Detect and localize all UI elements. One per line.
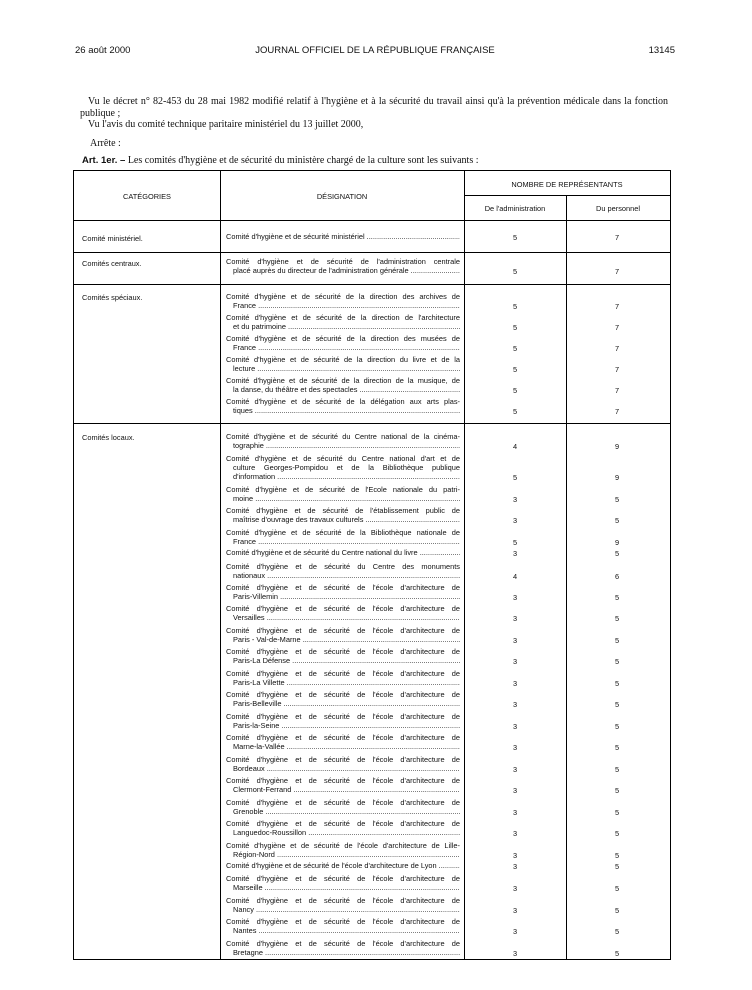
designation-entry [226,733,460,751]
article-1 [82,155,668,166]
designation-line: Comité d'hygiène et de sécurité du Centre national du livre ..... [226,548,460,557]
designation-continuation: Versailles ..... [226,613,460,622]
count-personnel: 5 [614,808,620,817]
header-categories: CATÉGORIES [123,192,171,201]
designation-entry [226,232,460,241]
header-nombre: NOMBRE DE REPRÉSENTANTS [511,180,623,189]
designation-line: Comité d'hygiène et de sécurité de la direction de l'architecture [226,313,460,322]
designation-line: Comité d'hygiène et de sécurité de l'école d'architecture de [226,604,460,613]
designation-continuation: la danse, du théâtre et des spectacles ..... [226,385,460,394]
designation-entry [226,690,460,708]
count-personnel: 5 [614,657,620,666]
designation-entry [226,397,460,415]
designation-entry [226,917,460,935]
count-personnel: 5 [614,614,620,623]
designation-line: Comité d'hygiène et de sécurité de l'école d'architecture de [226,626,460,635]
committees-table [73,170,671,960]
count-personnel: 5 [614,765,620,774]
count-administration: 3 [512,927,518,936]
designation-continuation: France ..... [226,301,460,310]
designation-entry [226,376,460,394]
count-personnel: 5 [614,549,620,558]
count-personnel: 9 [614,473,620,482]
count-administration: 3 [512,786,518,795]
designation-line: Comité d'hygiène et de sécurité de la direction du livre et de la [226,355,460,364]
article-label: Art. 1er. – [82,155,126,166]
designation-line: Comité d'hygiène et de sécurité du Centre national d'art et de [226,454,460,463]
designation-entry [226,647,460,665]
category-locaux: Comités locaux. [82,433,135,442]
page-header [75,45,675,59]
designation-continuation: Marne-la-Vallée ..... [226,742,460,751]
article-text: Les comités d'hygiène et de sécurité du ministère chargé de la culture sont les suivants : [127,155,479,166]
count-personnel: 5 [614,786,620,795]
count-personnel: 5 [614,862,620,871]
arrete-label: Arrête : [90,138,121,149]
designation-continuation: moine ..... [226,494,460,503]
designation-entry [226,583,460,601]
count-administration: 3 [512,906,518,915]
designation-continuation: placé auprès du directeur de l'administration générale ..... [226,266,460,275]
designation-line: Comité d'hygiène et de sécurité du Centre des monuments [226,562,460,571]
designation-line: Comité d'hygiène et de sécurité de l'école d'architecture de [226,939,460,948]
designation-entry [226,874,460,892]
designation-line: Comité d'hygiène et de sécurité de l'école d'architecture de [226,819,460,828]
designation-entry [226,819,460,837]
header-page-number: 13145 [648,45,675,56]
count-administration: 5 [512,407,518,416]
count-administration: 5 [512,302,518,311]
designation-line: Comité d'hygiène et de sécurité de la direction de la musique, de [226,376,460,385]
count-personnel: 7 [614,407,620,416]
designation-continuation: maîtrise d'ouvrage des travaux culturels ..... [226,515,460,524]
count-personnel: 5 [614,636,620,645]
designation-continuation: et du patrimoine ..... [226,322,460,331]
designation-line: Comité d'hygiène et de sécurité de l'école d'architecture de Lyon ..... [226,861,460,870]
designation-entry [226,257,460,275]
designation-line: Comité d'hygiène et de sécurité de la direction des musées de [226,334,460,343]
category-speciaux: Comités spéciaux. [82,293,143,302]
designation-entry [226,355,460,373]
count-administration: 3 [512,884,518,893]
count-personnel: 5 [614,495,620,504]
count-administration: 5 [512,386,518,395]
header-journal-title: JOURNAL OFFICIEL DE LA RÉPUBLIQUE FRANÇAISE [255,45,495,56]
count-personnel: 5 [614,927,620,936]
designation-continuation: Nantes ..... [226,926,460,935]
designation-continuation: tographie ..... [226,441,460,450]
designation-continuation: Marseille ..... [226,883,460,892]
count-administration: 5 [512,323,518,332]
rule-after-speciaux [74,423,670,424]
designation-continuation: Bretagne ..... [226,948,460,957]
count-personnel: 7 [614,323,620,332]
designation-entry [226,669,460,687]
header-designation: DÉSIGNATION [316,192,368,201]
count-personnel: 5 [614,722,620,731]
designation-entry [226,712,460,730]
designation-entry [226,798,460,816]
designation-entry [226,841,460,859]
designation-continuation: Paris-La Défense ..... [226,656,460,665]
count-administration: 5 [512,473,518,482]
count-administration: 3 [512,743,518,752]
count-personnel: 5 [614,851,620,860]
designation-entry [226,776,460,794]
designation-line: Comité d'hygiène et de sécurité de la délégation aux arts plas- [226,397,460,406]
intro-line-decret: Vu le décret n° 82-453 du 28 mai 1982 modifié relatif à l'hygiène et à la sécurité du travail ainsi qu'à la prévention médicale dans la fonction publique ; [80,96,668,119]
count-administration: 3 [512,722,518,731]
designation-continuation: Languedoc-Roussillon ..... [226,828,460,837]
designation-line: Comité d'hygiène et de sécurité de la direction des archives de [226,292,460,301]
designation-entry [226,548,460,557]
designation-entry [226,432,460,450]
col-divider-categories [220,171,221,959]
designation-entry [226,861,460,870]
count-administration: 3 [512,829,518,838]
designation-entry [226,454,460,481]
designation-continuation: Paris-Villemin ..... [226,592,460,601]
count-administration: 3 [512,657,518,666]
designation-line: Comité d'hygiène et de sécurité de l'école d'architecture de [226,874,460,883]
designation-entry [226,292,460,310]
header-bottom-rule [74,220,670,221]
designation-entry [226,755,460,773]
designation-continuation: tiques ..... [226,406,460,415]
designation-entry [226,896,460,914]
count-personnel: 5 [614,949,620,958]
designation-entry [226,334,460,352]
count-personnel: 6 [614,572,620,581]
count-personnel: 5 [614,884,620,893]
designation-entry [226,604,460,622]
count-personnel: 5 [614,593,620,602]
intro-line-avis: Vu l'avis du comité technique paritaire ministériel du 13 juillet 2000, [88,119,364,130]
designation-line: Comité d'hygiène et de sécurité de l'administration centrale [226,257,460,266]
count-administration: 3 [512,495,518,504]
category-ministeriel: Comité ministériel. [82,234,143,243]
designation-continuation: Grenoble ..... [226,807,460,816]
designation-line: Comité d'hygiène et de sécurité ministériel ..... [226,232,460,241]
count-personnel: 5 [614,516,620,525]
designation-continuation: Clermont-Ferrand ..... [226,785,460,794]
count-personnel: 7 [614,365,620,374]
designation-continuation: lecture ..... [226,364,460,373]
header-date: 26 août 2000 [75,45,131,56]
designation-entry [226,939,460,957]
designation-continuation: Bordeaux ..... [226,764,460,773]
designation-line: Comité d'hygiène et de sécurité de l'école d'architecture de [226,712,460,721]
designation-entry [226,313,460,331]
designation-entry [226,626,460,644]
designation-continuation: Paris-la-Seine ..... [226,721,460,730]
count-administration: 5 [512,233,518,242]
count-personnel: 5 [614,829,620,838]
intro-text [80,96,668,131]
count-personnel: 9 [614,442,620,451]
designation-line: Comité d'hygiène et de sécurité de l'école d'architecture de [226,690,460,699]
count-administration: 5 [512,365,518,374]
count-administration: 3 [512,614,518,623]
header-personnel: Du personnel [596,204,640,213]
designation-line: Comité d'hygiène et de sécurité de l'école d'architecture de [226,776,460,785]
designation-continuation: Paris-La Villette ..... [226,678,460,687]
designation-line: Comité d'hygiène et de sécurité de l'école d'architecture de [226,755,460,764]
rule-after-centraux [74,284,670,285]
col-divider-designation [464,171,465,959]
designation-continuation: Paris-Belleville ..... [226,699,460,708]
designation-continuation: France ..... [226,343,460,352]
count-personnel: 5 [614,679,620,688]
designation-line: culture Georges-Pompidou et de la Bibliothèque publique [233,463,460,472]
designation-line: Comité d'hygiène et de sécurité de l'établissement public de [226,506,460,515]
designation-continuation: nationaux ..... [226,571,460,580]
count-administration: 3 [512,516,518,525]
designation-continuation: Nancy ..... [226,905,460,914]
designation-line: Comité d'hygiène et de sécurité de l'école d'architecture de [226,669,460,678]
designation-entry [226,506,460,524]
count-administration: 3 [512,949,518,958]
count-administration: 4 [512,572,518,581]
count-administration: 3 [512,862,518,871]
count-administration: 3 [512,549,518,558]
count-administration: 3 [512,851,518,860]
rule-after-ministeriel [74,252,670,253]
count-personnel: 9 [614,538,620,547]
designation-entry [226,562,460,580]
col-divider-counts [566,195,567,959]
count-personnel: 5 [614,700,620,709]
count-administration: 5 [512,267,518,276]
count-personnel: 7 [614,233,620,242]
count-administration: 3 [512,636,518,645]
count-personnel: 7 [614,386,620,395]
designation-continuation: Région-Nord ..... [226,850,460,859]
count-personnel: 7 [614,344,620,353]
designation-line: Comité d'hygiène et de sécurité du Centre national de la cinéma- [226,432,460,441]
count-administration: 5 [512,538,518,547]
header-admin: De l'administration [484,204,546,213]
count-administration: 4 [512,442,518,451]
count-personnel: 7 [614,267,620,276]
designation-line: Comité d'hygiène et de sécurité de l'école d'architecture de Lille- [226,841,460,850]
designation-line: Comité d'hygiène et de sécurité de l'école d'architecture de [226,733,460,742]
designation-continuation: d'information ..... [226,472,460,481]
designation-continuation: Paris - Val-de-Marne ..... [226,635,460,644]
count-personnel: 5 [614,906,620,915]
count-administration: 3 [512,679,518,688]
designation-line: Comité d'hygiène et de sécurité de l'école d'architecture de [226,917,460,926]
designation-line: Comité d'hygiène et de sécurité de l'école d'architecture de [226,798,460,807]
count-personnel: 5 [614,743,620,752]
designation-entry [226,485,460,503]
count-administration: 5 [512,344,518,353]
designation-line: Comité d'hygiène et de sécurité de l'école d'architecture de [226,647,460,656]
designation-line: Comité d'hygiène et de sécurité de la Bibliothèque nationale de [226,528,460,537]
designation-entry [226,528,460,546]
designation-line: Comité d'hygiène et de sécurité de l'école d'architecture de [226,896,460,905]
designation-line: Comité d'hygiène et de sécurité de l'école d'architecture de [226,583,460,592]
designation-continuation: France ..... [226,537,460,546]
count-personnel: 7 [614,302,620,311]
category-centraux: Comités centraux. [82,259,142,268]
header-subrule [464,195,670,196]
count-administration: 3 [512,700,518,709]
count-administration: 3 [512,808,518,817]
count-administration: 3 [512,765,518,774]
count-administration: 3 [512,593,518,602]
designation-line: Comité d'hygiène et de sécurité de l'Ecole nationale du patri- [226,485,460,494]
